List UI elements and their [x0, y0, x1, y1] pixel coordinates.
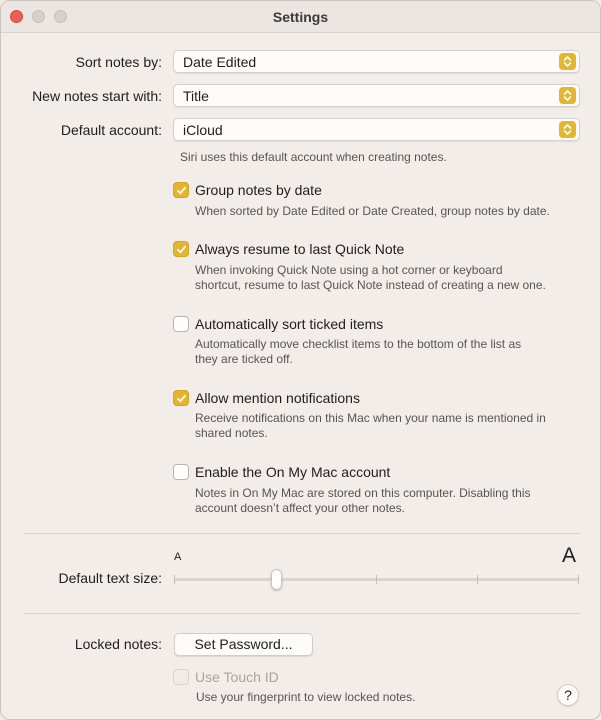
desc-line: Automatically move checklist items to the bottom of the list as: [195, 337, 522, 351]
desc-line: shortcut, resume to last Quick Note instead of creating a new one.: [195, 278, 546, 292]
desc-line: Notes in On My Mac are stored on this computer. Disabling this: [195, 486, 531, 500]
slider-tick: [376, 575, 377, 584]
sort-ticked-label[interactable]: Automatically sort ticked items: [195, 316, 384, 332]
touch-id-label: Use Touch ID: [195, 669, 279, 685]
new-notes-select[interactable]: [173, 84, 580, 107]
mention-notifications-label[interactable]: Allow mention notifications: [195, 390, 360, 406]
resume-quick-note-desc: [195, 263, 546, 293]
chevron-updown-icon: [559, 87, 576, 104]
touch-id-checkbox[interactable]: [173, 669, 189, 685]
section-divider: [23, 613, 580, 614]
checkmark-icon: [176, 244, 187, 255]
window-title: Settings: [272, 9, 329, 25]
sort-ticked-checkbox[interactable]: [173, 316, 189, 332]
text-size-slider-knob[interactable]: [271, 569, 282, 590]
checkmark-icon: [176, 185, 187, 196]
resume-quick-note-label[interactable]: Always resume to last Quick Note: [195, 241, 405, 257]
sort-notes-select[interactable]: [173, 50, 580, 73]
mention-notifications-desc: [195, 411, 546, 441]
mention-notifications-checkbox[interactable]: [173, 390, 189, 406]
chevron-updown-icon: [559, 121, 576, 138]
group-notes-label[interactable]: Group notes by date: [195, 182, 322, 198]
desc-line: When invoking Quick Note using a hot corner or keyboard: [195, 263, 503, 277]
default-account-select[interactable]: [173, 118, 580, 141]
default-account-label: Default account:: [60, 122, 162, 138]
on-my-mac-checkbox[interactable]: [173, 464, 189, 480]
large-text-glyph: A: [562, 544, 577, 567]
sort-notes-label: Sort notes by:: [75, 54, 162, 70]
sort-notes-value: Date Edited: [183, 54, 257, 70]
checkmark-icon: [176, 393, 187, 404]
touch-id-note: Use your fingerprint to view locked notes.: [196, 690, 416, 704]
slider-tick: [477, 575, 478, 584]
locked-notes-label: Locked notes:: [74, 636, 162, 652]
chevron-updown-icon: [559, 53, 576, 70]
section-divider: [23, 533, 580, 534]
new-notes-value: Title: [183, 88, 209, 104]
group-notes-checkbox[interactable]: [173, 182, 189, 198]
default-account-value: iCloud: [183, 122, 223, 138]
slider-tick: [578, 575, 579, 584]
default-account-note: Siri uses this default account when creating notes.: [180, 150, 447, 164]
on-my-mac-desc: [195, 486, 530, 516]
small-text-glyph: A: [174, 551, 182, 563]
sort-ticked-desc: [195, 337, 521, 367]
text-size-label: Default text size:: [58, 570, 162, 586]
desc-line: When sorted by Date Edited or Date Created, group notes by date.: [195, 204, 550, 218]
desc-line: shared notes.: [195, 426, 268, 440]
new-notes-label: New notes start with:: [32, 88, 162, 104]
desc-line: Receive notifications on this Mac when your name is mentioned in: [195, 411, 546, 425]
resume-quick-note-checkbox[interactable]: [173, 241, 189, 257]
desc-line: they are ticked off.: [195, 352, 293, 366]
set-password-button[interactable]: Set Password...: [174, 633, 313, 656]
title-bar: [1, 1, 600, 33]
slider-tick: [174, 575, 175, 584]
desc-line: account doesn’t affect your other notes.: [195, 501, 405, 515]
group-notes-desc: [195, 204, 550, 219]
help-button[interactable]: ?: [557, 684, 579, 706]
on-my-mac-label[interactable]: Enable the On My Mac account: [195, 464, 391, 480]
